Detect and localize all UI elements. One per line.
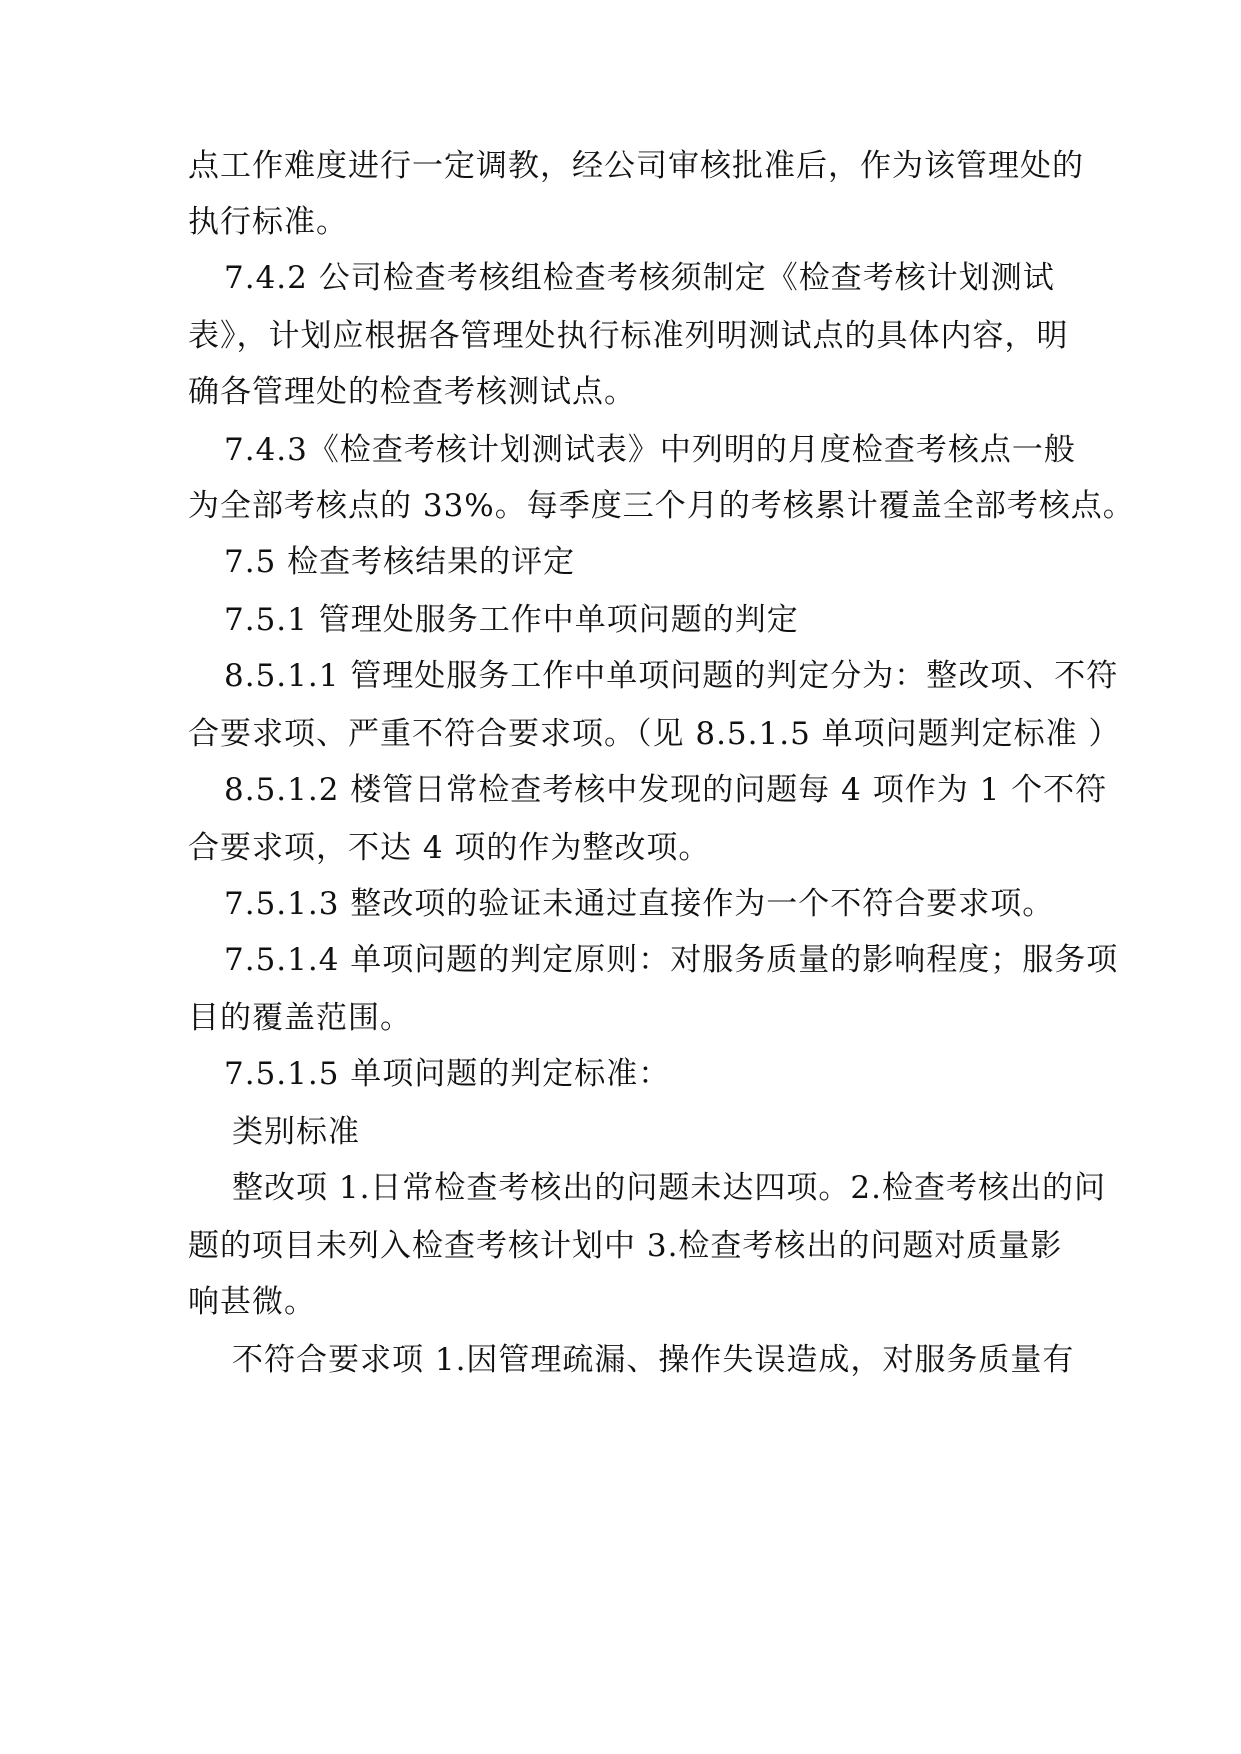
text-line-7: 为全部考核点的 33%。每季度三个月的考核累计覆盖全部考核点。 xyxy=(188,488,1135,524)
section-7-4-3: 7.4.3《检查考核计划测试表》中列明的月度检查考核点一般 xyxy=(224,432,1076,468)
text-line-1: 点工作难度进行一定调教，经公司审核批准后，作为该管理处的 xyxy=(188,148,1084,184)
section-7-4-2: 7.4.2 公司检查考核组检查考核须制定《检查考核计划测试 xyxy=(224,260,1055,296)
category-nonconforming-item: 不符合要求项 1.因管理疏漏、操作失误造成，对服务质量有 xyxy=(232,1342,1075,1378)
section-7-5-heading: 7.5 检查考核结果的评定 xyxy=(224,544,576,580)
text-line-21: 响甚微。 xyxy=(188,1284,316,1320)
text-line-20: 题的项目未列入检查考核计划中 3.检查考核出的问题对质量影 xyxy=(188,1228,1063,1264)
category-rectify-item: 整改项 1.日常检查考核出的问题未达四项。2.检查考核出的问 xyxy=(232,1170,1107,1206)
text-line-11: 合要求项、严重不符合要求项。（见 8.5.1.5 单项问题判定标准 ） xyxy=(188,716,1121,752)
table-header-text: 类别标准 xyxy=(232,1114,360,1150)
section-7-5-1-3: 7.5.1.3 整改项的验证未通过直接作为一个不符合要求项。 xyxy=(224,886,1055,922)
text-line-16: 目的覆盖范围。 xyxy=(188,1000,412,1036)
text-line-4: 表》，计划应根据各管理处执行标准列明测试点的具体内容，明 xyxy=(188,318,1069,354)
section-7-5-1-5: 7.5.1.5 单项问题的判定标准： xyxy=(224,1056,671,1092)
text-line-13: 合要求项，不达 4 项的作为整改项。 xyxy=(188,830,711,866)
text-line-5: 确各管理处的检查考核测试点。 xyxy=(188,374,636,410)
section-8-5-1-2: 8.5.1.2 楼管日常检查考核中发现的问题每 4 项作为 1 个不符 xyxy=(224,772,1108,808)
section-7-5-1-4: 7.5.1.4 单项问题的判定原则：对服务质量的影响程度；服务项 xyxy=(224,942,1119,978)
text-line-2: 执行标准。 xyxy=(188,204,348,240)
section-7-5-1-heading: 7.5.1 管理处服务工作中单项问题的判定 xyxy=(224,602,799,638)
section-8-5-1-1: 8.5.1.1 管理处服务工作中单项问题的判定分为：整改项、不符 xyxy=(224,658,1119,694)
